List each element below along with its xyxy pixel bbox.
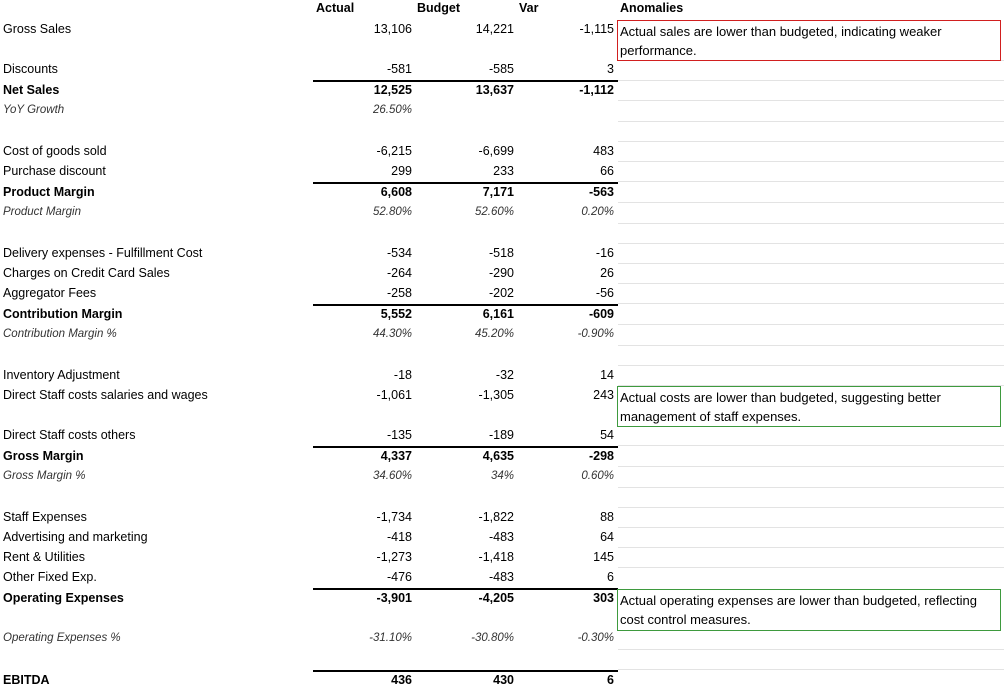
gridline [618,527,1004,528]
variance-value: 88 [600,510,614,524]
budget-value: 52.60% [474,206,514,218]
row-label: Contribution Margin % [3,328,117,340]
row-label: Cost of goods sold [3,144,107,158]
actual-value: -1,061 [376,388,412,402]
gridline [618,507,1004,508]
gridline [618,223,1004,224]
row-label: Operating Expenses [3,591,124,605]
anomaly-note-sales: Actual sales are lower than budgeted, indicating weaker performance. [617,20,1001,61]
actual-value: 52.80% [372,206,412,218]
variance-value: 243 [593,388,614,402]
header-actual: Actual [316,1,355,15]
budget-value: 13,637 [475,83,514,97]
gridline [618,100,1004,101]
variance-value: 66 [600,164,614,178]
total-separator [313,670,618,672]
row-label: Gross Sales [3,22,72,36]
row-label: Rent & Utilities [3,550,85,564]
budget-value: -1,305 [478,388,514,402]
budget-value: -483 [488,530,514,544]
actual-value: -135 [386,428,412,442]
gridline [618,466,1004,467]
variance-value: 14 [600,368,614,382]
actual-value: -1,734 [376,510,412,524]
row-label: Direct Staff costs others [3,428,136,442]
budget-value: 34% [490,470,514,482]
row-label: Other Fixed Exp. [3,570,97,584]
budget-value: -290 [488,266,514,280]
row-label: YoY Growth [3,104,65,116]
budget-value: 6,161 [482,307,514,321]
row-label: Direct Staff costs salaries and wages [3,388,208,402]
variance-value: -0.90% [577,328,614,340]
gridline [618,141,1004,142]
variance-value: 483 [593,144,614,158]
row-label: Aggregator Fees [3,286,97,300]
actual-value: -18 [393,368,412,382]
actual-value: -31.10% [369,632,412,644]
row-label: Product Margin [3,185,95,199]
row-label: Gross Margin % [3,470,86,482]
gridline [618,365,1004,366]
budget-value: 4,635 [482,449,514,463]
total-separator [313,80,618,82]
gridline [618,445,1004,446]
budget-value: -585 [488,62,514,76]
actual-value: 299 [391,164,412,178]
actual-value: -6,215 [376,144,412,158]
header-budget: Budget [417,1,461,15]
budget-value: -518 [488,246,514,260]
row-label: Staff Expenses [3,510,87,524]
budget-value: 45.20% [474,328,514,340]
variance-value: 0.60% [581,470,614,482]
variance-value: 303 [593,591,614,605]
budget-value: -30.80% [471,632,514,644]
gridline [618,345,1004,346]
total-separator [313,588,618,590]
actual-value: 12,525 [373,83,412,97]
actual-value: 436 [391,673,412,687]
variance-value: 0.20% [581,206,614,218]
actual-value: -1,273 [376,550,412,564]
variance-value: 145 [593,550,614,564]
total-separator [313,182,618,184]
total-separator [313,446,618,448]
budget-value: 14,221 [475,22,514,36]
actual-value: 44.30% [372,328,412,340]
anomaly-note-operating-expenses: Actual operating expenses are lower than budgeted, reflecting cost control measures. [617,589,1001,631]
row-label: Delivery expenses - Fulfillment Cost [3,246,203,260]
row-label: EBITDA [3,673,50,687]
gridline [618,263,1004,264]
anomaly-note-staff-costs: Actual costs are lower than budgeted, suggesting better management of staff expenses. [617,386,1001,427]
variance-value: 3 [607,62,614,76]
actual-value: 13,106 [373,22,412,36]
gridline [618,202,1004,203]
variance-value: 64 [600,530,614,544]
variance-value: -1,115 [579,22,614,36]
variance-value: 6 [607,570,614,584]
actual-value: -3,901 [376,591,412,605]
actual-value: -264 [386,266,412,280]
budget-value: -1,822 [478,510,514,524]
budget-value: -6,699 [478,144,514,158]
gridline [618,243,1004,244]
gridline [618,649,1004,650]
row-label: Advertising and marketing [3,530,148,544]
actual-value: 6,608 [380,185,412,199]
variance-value: -0.30% [577,632,614,644]
actual-value: -581 [386,62,412,76]
variance-value: 26 [600,266,614,280]
row-label: Inventory Adjustment [3,368,120,382]
actual-value: 5,552 [380,307,412,321]
variance-value: -298 [588,449,614,463]
budget-value: -1,418 [478,550,514,564]
gridline [618,80,1004,81]
gridline [618,669,1004,670]
row-label: Purchase discount [3,164,106,178]
budget-value: 430 [493,673,514,687]
actual-value: -258 [386,286,412,300]
gridline [618,283,1004,284]
variance-value: -16 [595,246,614,260]
variance-value: -609 [588,307,614,321]
header-anomalies: Anomalies [620,1,684,15]
actual-value: 34.60% [372,470,412,482]
row-label: Product Margin [3,206,81,218]
row-label: Gross Margin [3,449,84,463]
row-label: Discounts [3,62,58,76]
row-label: Net Sales [3,83,60,97]
budget-value: -202 [488,286,514,300]
gridline [618,324,1004,325]
variance-value: 54 [600,428,614,442]
budget-value: 233 [493,164,514,178]
gridline [618,121,1004,122]
row-label: Charges on Credit Card Sales [3,266,170,280]
variance-value: -56 [595,286,614,300]
budget-value: -483 [488,570,514,584]
gridline [618,567,1004,568]
gridline [618,181,1004,182]
row-label: Contribution Margin [3,307,123,321]
budget-value: -4,205 [478,591,514,605]
header-var: Var [519,1,539,15]
row-label: Operating Expenses % [3,632,121,644]
actual-value: -476 [386,570,412,584]
variance-value: -563 [588,185,614,199]
variance-value: 6 [607,673,614,687]
gridline [618,547,1004,548]
budget-value: -189 [488,428,514,442]
actual-value: 26.50% [372,104,412,116]
actual-value: 4,337 [380,449,412,463]
actual-value: -534 [386,246,412,260]
variance-value: -1,112 [579,83,614,97]
actual-value: -418 [386,530,412,544]
budget-value: -32 [495,368,514,382]
budget-value: 7,171 [482,185,514,199]
gridline [618,161,1004,162]
gridline [618,487,1004,488]
total-separator [313,304,618,306]
gridline [618,303,1004,304]
